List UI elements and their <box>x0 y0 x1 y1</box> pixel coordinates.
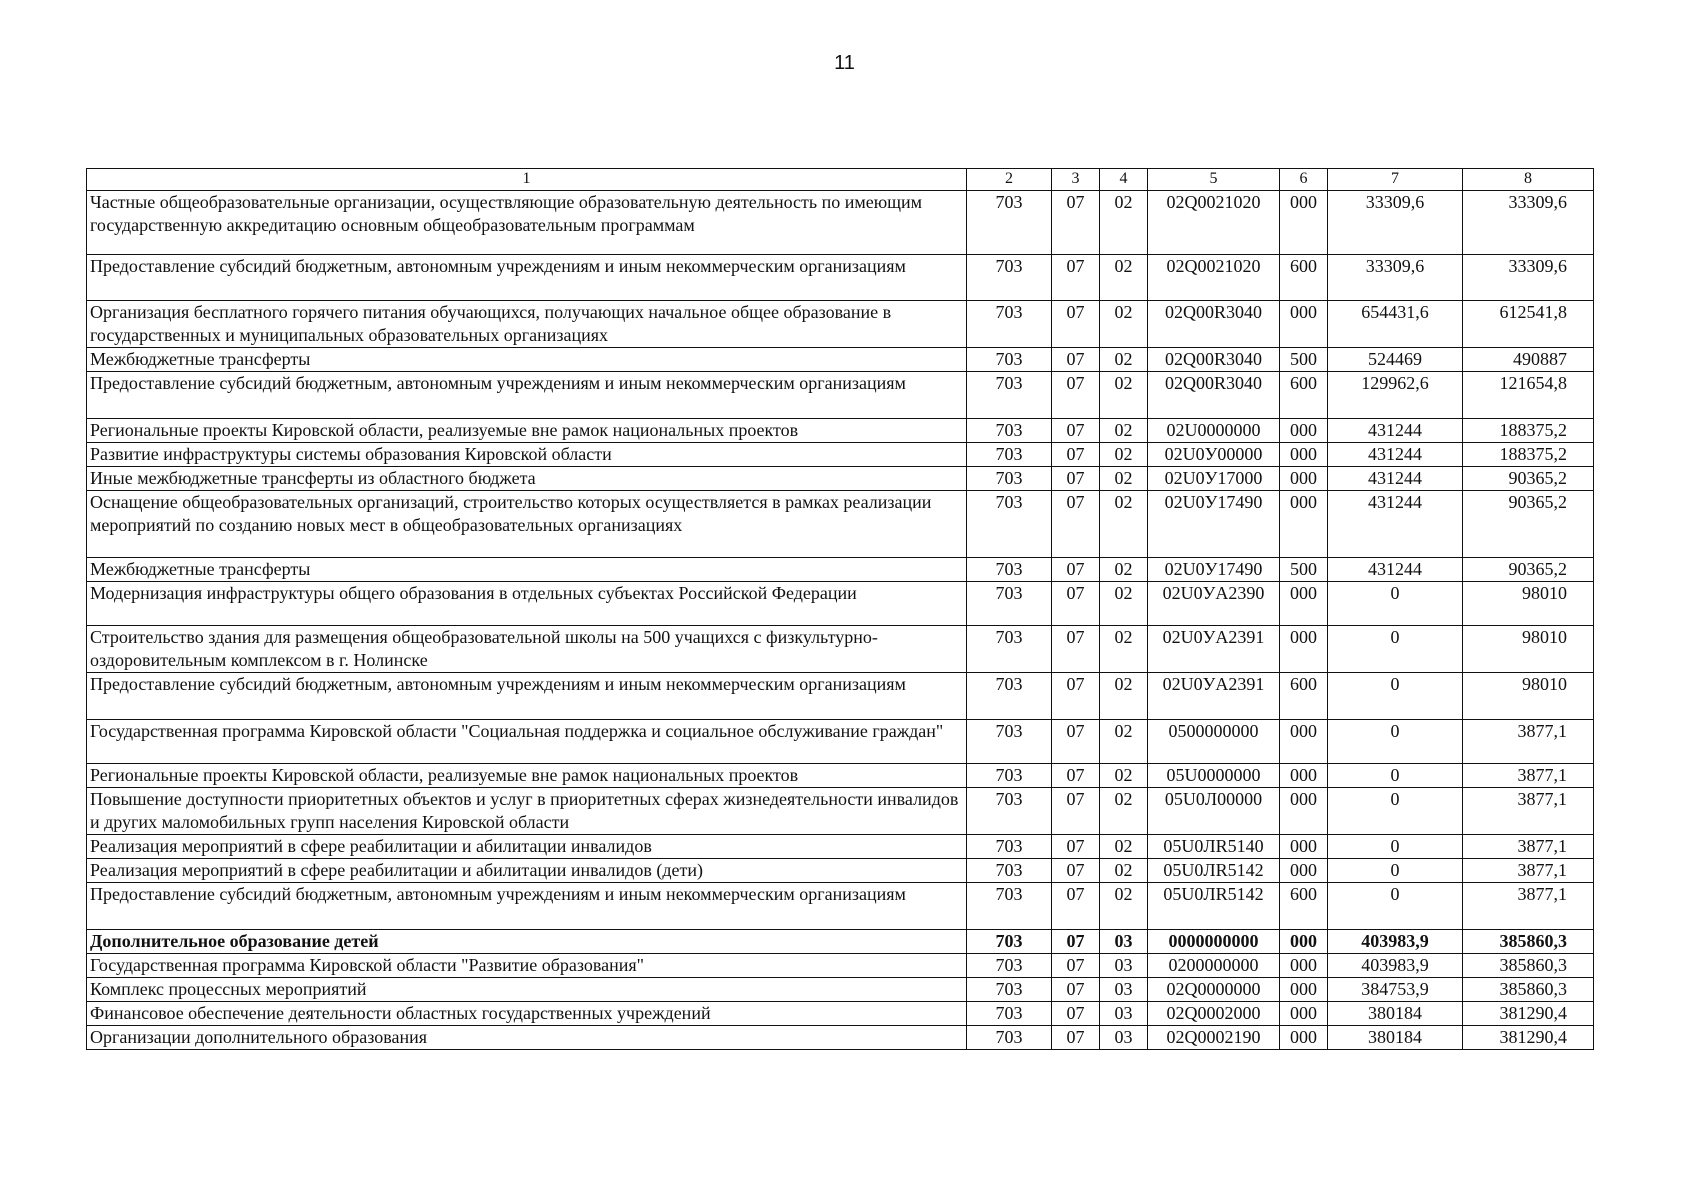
row-code-4: 02 <box>1100 372 1148 419</box>
row-value-8: 98010 <box>1463 673 1594 720</box>
row-value-7: 380184 <box>1328 1002 1463 1026</box>
row-value-8: 98010 <box>1463 582 1594 626</box>
row-value-8: 3877,1 <box>1463 720 1594 764</box>
row-code-5: 02Q0002190 <box>1148 1026 1280 1050</box>
header-cell: 5 <box>1148 169 1280 191</box>
row-code-4: 02 <box>1100 626 1148 673</box>
row-code-2: 703 <box>967 626 1052 673</box>
row-code-2: 703 <box>967 348 1052 372</box>
row-code-3: 07 <box>1052 443 1100 467</box>
table-row <box>87 1026 1594 1050</box>
row-value-8: 3877,1 <box>1463 859 1594 883</box>
row-name: Комплекс процессных мероприятий <box>87 978 967 1002</box>
row-value-8: 188375,2 <box>1463 419 1594 443</box>
table-row <box>87 1002 1594 1026</box>
row-code-6: 000 <box>1280 835 1328 859</box>
row-value-7: 0 <box>1328 720 1463 764</box>
row-code-3: 07 <box>1052 255 1100 301</box>
row-value-8: 188375,2 <box>1463 443 1594 467</box>
table-row <box>87 419 1594 443</box>
row-code-2: 703 <box>967 255 1052 301</box>
table-header-row <box>87 169 1594 191</box>
row-value-7: 524469 <box>1328 348 1463 372</box>
row-code-5: 05U0Л00000 <box>1148 788 1280 835</box>
row-name: Государственная программа Кировской области "Развитие образования" <box>87 954 967 978</box>
row-code-2: 703 <box>967 764 1052 788</box>
row-code-3: 07 <box>1052 467 1100 491</box>
table-row <box>87 558 1594 582</box>
table-row <box>87 443 1594 467</box>
row-code-3: 07 <box>1052 883 1100 930</box>
row-code-3: 07 <box>1052 191 1100 255</box>
row-code-2: 703 <box>967 835 1052 859</box>
row-code-3: 07 <box>1052 372 1100 419</box>
row-code-4: 02 <box>1100 255 1148 301</box>
row-code-3: 07 <box>1052 491 1100 558</box>
row-value-7: 33309,6 <box>1328 255 1463 301</box>
row-code-4: 02 <box>1100 582 1148 626</box>
row-name: Организации дополнительного образования <box>87 1026 967 1050</box>
row-code-5: 02U0У00000 <box>1148 443 1280 467</box>
row-code-5: 02U0УA2391 <box>1148 626 1280 673</box>
row-value-8: 385860,3 <box>1463 954 1594 978</box>
row-code-4: 02 <box>1100 419 1148 443</box>
row-name: Предоставление субсидий бюджетным, автономным учреждениям и иным некоммерческим организациям <box>87 883 967 930</box>
row-code-6: 000 <box>1280 978 1328 1002</box>
row-name: Региональные проекты Кировской области, реализуемые вне рамок национальных проектов <box>87 764 967 788</box>
table-row <box>87 835 1594 859</box>
row-value-8: 121654,8 <box>1463 372 1594 419</box>
row-code-5: 02Q0021020 <box>1148 255 1280 301</box>
table-row <box>87 673 1594 720</box>
row-code-3: 07 <box>1052 954 1100 978</box>
row-code-5: 02U0УA2390 <box>1148 582 1280 626</box>
row-code-4: 03 <box>1100 978 1148 1002</box>
row-value-8: 90365,2 <box>1463 558 1594 582</box>
row-code-3: 07 <box>1052 582 1100 626</box>
row-code-5: 02U0У17000 <box>1148 467 1280 491</box>
row-value-8: 33309,6 <box>1463 255 1594 301</box>
row-code-3: 07 <box>1052 1026 1100 1050</box>
row-code-6: 000 <box>1280 191 1328 255</box>
row-value-8: 3877,1 <box>1463 788 1594 835</box>
row-code-2: 703 <box>967 191 1052 255</box>
row-code-4: 02 <box>1100 443 1148 467</box>
row-value-7: 33309,6 <box>1328 191 1463 255</box>
row-name: Предоставление субсидий бюджетным, автономным учреждениям и иным некоммерческим организациям <box>87 673 967 720</box>
row-value-8: 385860,3 <box>1463 978 1594 1002</box>
row-value-7: 654431,6 <box>1328 301 1463 348</box>
row-code-2: 703 <box>967 1026 1052 1050</box>
row-code-2: 703 <box>967 720 1052 764</box>
row-code-5: 02Q00R3040 <box>1148 301 1280 348</box>
row-value-8: 3877,1 <box>1463 764 1594 788</box>
row-code-3: 07 <box>1052 930 1100 954</box>
row-code-4: 02 <box>1100 558 1148 582</box>
row-code-6: 000 <box>1280 954 1328 978</box>
header-cell: 4 <box>1100 169 1148 191</box>
row-code-2: 703 <box>967 930 1052 954</box>
row-code-2: 703 <box>967 372 1052 419</box>
row-value-7: 0 <box>1328 626 1463 673</box>
row-value-8: 90365,2 <box>1463 491 1594 558</box>
row-value-8: 612541,8 <box>1463 301 1594 348</box>
row-code-3: 07 <box>1052 978 1100 1002</box>
row-code-3: 07 <box>1052 558 1100 582</box>
row-code-5: 05U0ЛR5142 <box>1148 883 1280 930</box>
row-code-5: 02Q0000000 <box>1148 978 1280 1002</box>
row-code-5: 0200000000 <box>1148 954 1280 978</box>
table-row <box>87 626 1594 673</box>
row-code-4: 02 <box>1100 301 1148 348</box>
header-cell: 1 <box>87 169 967 191</box>
header-cell: 7 <box>1328 169 1463 191</box>
row-code-3: 07 <box>1052 419 1100 443</box>
row-value-7: 384753,9 <box>1328 978 1463 1002</box>
row-code-3: 07 <box>1052 788 1100 835</box>
row-code-5: 02U0У17490 <box>1148 491 1280 558</box>
row-code-4: 02 <box>1100 788 1148 835</box>
row-name: Предоставление субсидий бюджетным, автономным учреждениям и иным некоммерческим организациям <box>87 372 967 419</box>
row-code-2: 703 <box>967 954 1052 978</box>
row-value-7: 431244 <box>1328 558 1463 582</box>
row-code-6: 000 <box>1280 788 1328 835</box>
row-value-8: 3877,1 <box>1463 883 1594 930</box>
row-name: Межбюджетные трансферты <box>87 348 967 372</box>
row-value-7: 0 <box>1328 582 1463 626</box>
row-code-3: 07 <box>1052 626 1100 673</box>
row-code-6: 600 <box>1280 883 1328 930</box>
row-code-3: 07 <box>1052 673 1100 720</box>
row-name: Оснащение общеобразовательных организаций, строительство которых осуществляется в рамках реализации мероприятий по созданию новых мест в общеобразовательных организациях <box>87 491 967 558</box>
row-value-8: 385860,3 <box>1463 930 1594 954</box>
row-value-7: 0 <box>1328 835 1463 859</box>
table-row <box>87 883 1594 930</box>
row-code-6: 000 <box>1280 1002 1328 1026</box>
row-name: Дополнительное образование детей <box>87 930 967 954</box>
page-number: 11 <box>834 52 855 74</box>
row-value-7: 431244 <box>1328 443 1463 467</box>
table-row <box>87 491 1594 558</box>
row-value-7: 380184 <box>1328 1026 1463 1050</box>
row-code-6: 000 <box>1280 491 1328 558</box>
row-code-4: 02 <box>1100 764 1148 788</box>
row-code-2: 703 <box>967 443 1052 467</box>
row-name: Финансовое обеспечение деятельности областных государственных учреждений <box>87 1002 967 1026</box>
row-value-7: 129962,6 <box>1328 372 1463 419</box>
row-code-2: 703 <box>967 491 1052 558</box>
row-code-6: 000 <box>1280 467 1328 491</box>
row-value-8: 381290,4 <box>1463 1026 1594 1050</box>
row-code-4: 02 <box>1100 348 1148 372</box>
row-value-7: 431244 <box>1328 467 1463 491</box>
table-row <box>87 788 1594 835</box>
row-code-3: 07 <box>1052 859 1100 883</box>
row-code-2: 703 <box>967 467 1052 491</box>
row-code-5: 02Q00R3040 <box>1148 372 1280 419</box>
table-row <box>87 859 1594 883</box>
table-row <box>87 372 1594 419</box>
row-name: Реализация мероприятий в сфере реабилитации и абилитации инвалидов <box>87 835 967 859</box>
row-code-6: 600 <box>1280 255 1328 301</box>
table-row <box>87 930 1594 954</box>
row-name: Предоставление субсидий бюджетным, автономным учреждениям и иным некоммерческим организациям <box>87 255 967 301</box>
table-row <box>87 467 1594 491</box>
row-code-4: 03 <box>1100 930 1148 954</box>
row-code-3: 07 <box>1052 835 1100 859</box>
row-code-5: 02U0У17490 <box>1148 558 1280 582</box>
row-code-3: 07 <box>1052 720 1100 764</box>
row-name: Иные межбюджетные трансферты из областного бюджета <box>87 467 967 491</box>
table-row <box>87 582 1594 626</box>
row-code-6: 000 <box>1280 419 1328 443</box>
row-code-6: 000 <box>1280 859 1328 883</box>
row-value-7: 431244 <box>1328 491 1463 558</box>
row-code-4: 02 <box>1100 859 1148 883</box>
row-value-7: 0 <box>1328 764 1463 788</box>
row-code-2: 703 <box>967 788 1052 835</box>
row-name: Межбюджетные трансферты <box>87 558 967 582</box>
row-code-4: 03 <box>1100 1026 1148 1050</box>
row-name: Повышение доступности приоритетных объектов и услуг в приоритетных сферах жизнедеятельности инвалидов и других маломобильных групп населения Кировской области <box>87 788 967 835</box>
table-row <box>87 255 1594 301</box>
row-code-3: 07 <box>1052 348 1100 372</box>
row-code-4: 02 <box>1100 883 1148 930</box>
table-row <box>87 301 1594 348</box>
row-value-8: 33309,6 <box>1463 191 1594 255</box>
row-code-5: 05U0ЛR5142 <box>1148 859 1280 883</box>
row-code-4: 02 <box>1100 673 1148 720</box>
row-value-8: 3877,1 <box>1463 835 1594 859</box>
row-code-6: 000 <box>1280 720 1328 764</box>
row-name: Государственная программа Кировской области "Социальная поддержка и социальное обслуживание граждан" <box>87 720 967 764</box>
row-code-5: 02U0УA2391 <box>1148 673 1280 720</box>
row-name: Региональные проекты Кировской области, реализуемые вне рамок национальных проектов <box>87 419 967 443</box>
row-code-2: 703 <box>967 673 1052 720</box>
table-row <box>87 978 1594 1002</box>
row-code-6: 500 <box>1280 348 1328 372</box>
header-cell: 6 <box>1280 169 1328 191</box>
row-code-2: 703 <box>967 978 1052 1002</box>
row-name: Модернизация инфраструктуры общего образования в отдельных субъектах Российской Федерации <box>87 582 967 626</box>
row-code-2: 703 <box>967 1002 1052 1026</box>
table-row <box>87 348 1594 372</box>
row-code-2: 703 <box>967 419 1052 443</box>
row-value-8: 98010 <box>1463 626 1594 673</box>
row-name: Частные общеобразовательные организации, осуществляющие образовательную деятельность по имеющим государственную аккредитацию основным общеобразовательным программам <box>87 191 967 255</box>
row-code-6: 000 <box>1280 301 1328 348</box>
row-code-6: 600 <box>1280 372 1328 419</box>
row-code-4: 02 <box>1100 491 1148 558</box>
table-row <box>87 720 1594 764</box>
row-code-4: 03 <box>1100 1002 1148 1026</box>
row-value-7: 0 <box>1328 788 1463 835</box>
row-code-6: 000 <box>1280 443 1328 467</box>
row-code-5: 02Q00R3040 <box>1148 348 1280 372</box>
row-code-4: 03 <box>1100 954 1148 978</box>
budget-table <box>86 168 1594 1050</box>
row-value-7: 0 <box>1328 673 1463 720</box>
row-code-6: 000 <box>1280 626 1328 673</box>
row-code-5: 05U0000000 <box>1148 764 1280 788</box>
row-value-8: 90365,2 <box>1463 467 1594 491</box>
row-name: Развитие инфраструктуры системы образования Кировской области <box>87 443 967 467</box>
row-code-5: 02Q0002000 <box>1148 1002 1280 1026</box>
row-value-7: 403983,9 <box>1328 930 1463 954</box>
row-value-8: 490887 <box>1463 348 1594 372</box>
row-code-6: 000 <box>1280 764 1328 788</box>
row-value-8: 381290,4 <box>1463 1002 1594 1026</box>
row-code-2: 703 <box>967 301 1052 348</box>
row-value-7: 403983,9 <box>1328 954 1463 978</box>
row-code-3: 07 <box>1052 764 1100 788</box>
table-row <box>87 764 1594 788</box>
row-code-6: 000 <box>1280 930 1328 954</box>
row-code-3: 07 <box>1052 301 1100 348</box>
row-code-5: 0000000000 <box>1148 930 1280 954</box>
row-code-2: 703 <box>967 883 1052 930</box>
row-code-6: 000 <box>1280 1026 1328 1050</box>
row-code-4: 02 <box>1100 835 1148 859</box>
table-row <box>87 954 1594 978</box>
row-code-4: 02 <box>1100 191 1148 255</box>
row-name: Организация бесплатного горячего питания обучающихся, получающих начальное общее образование в государственных и муниципальных образовательных организациях <box>87 301 967 348</box>
row-code-2: 703 <box>967 859 1052 883</box>
row-name: Реализация мероприятий в сфере реабилитации и абилитации инвалидов (дети) <box>87 859 967 883</box>
row-code-5: 02U0000000 <box>1148 419 1280 443</box>
row-value-7: 0 <box>1328 883 1463 930</box>
row-code-4: 02 <box>1100 467 1148 491</box>
row-name: Строительство здания для размещения общеобразовательной школы на 500 учащихся с физкультурно-оздоровительным комплексом в г. Нолинске <box>87 626 967 673</box>
header-cell: 3 <box>1052 169 1100 191</box>
row-value-7: 0 <box>1328 859 1463 883</box>
row-code-2: 703 <box>967 558 1052 582</box>
row-code-4: 02 <box>1100 720 1148 764</box>
row-code-5: 05U0ЛR5140 <box>1148 835 1280 859</box>
row-code-3: 07 <box>1052 1002 1100 1026</box>
row-code-2: 703 <box>967 582 1052 626</box>
header-cell: 8 <box>1463 169 1594 191</box>
header-cell: 2 <box>967 169 1052 191</box>
row-value-7: 431244 <box>1328 419 1463 443</box>
row-code-6: 000 <box>1280 582 1328 626</box>
row-code-5: 0500000000 <box>1148 720 1280 764</box>
row-code-5: 02Q0021020 <box>1148 191 1280 255</box>
table-row <box>87 191 1594 255</box>
row-code-6: 600 <box>1280 673 1328 720</box>
row-code-6: 500 <box>1280 558 1328 582</box>
